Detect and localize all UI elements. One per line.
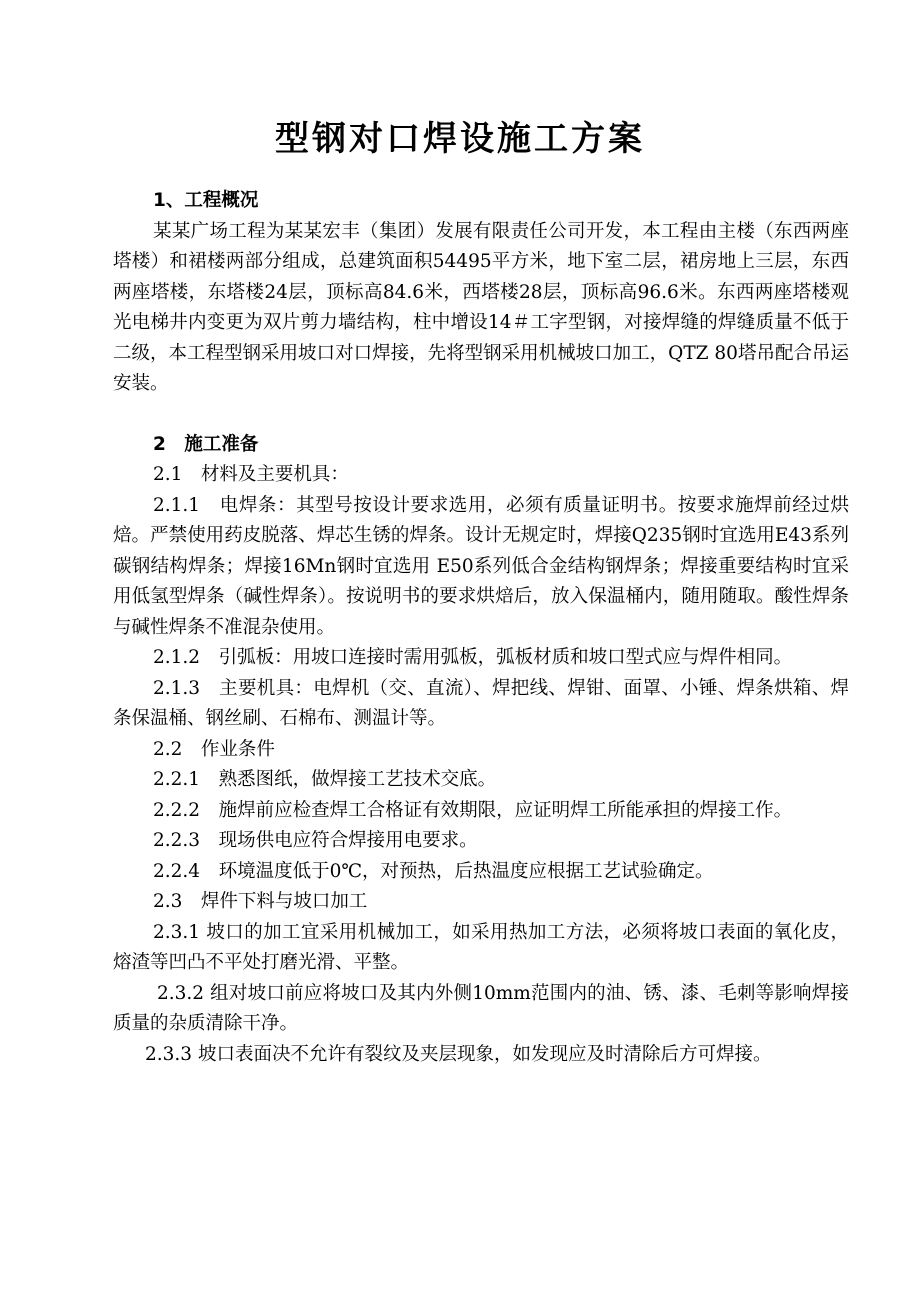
paragraph-2-3-2: 2.3.2 组对坡口前应将坡口及其内外侧10mm范围内的油、锈、漆、毛刺等影响焊接质量的杂质清除干净。 — [113, 982, 849, 1034]
overview-paragraph: 某某广场工程为某某宏丰（集团）发展有限责任公司开发，本工程由主楼（东西两座塔楼）和裙楼两部分组成，总建筑面积54495平方米，地下室二层，裙房地上三层，东西两座塔楼，东塔楼24层，顶标高84.6米，西塔楼28层，顶标高96.6米。东西两座塔楼观光电梯井内变更为双片剪力墙结构，柱中增设14＃工字型钢，对接焊缝的焊缝质量不低于二级，本工程型钢采用坡口对口焊接，先将型钢采用机械坡口加工，QTZ 80塔吊配合吊运安装。 — [113, 220, 849, 394]
subheading-cutting-and-bevel: 2.3 焊件下料与坡口加工 — [153, 891, 368, 912]
paragraph-2-1-2: 2.1.2 引弧板：用坡口连接时需用弧板，弧板材质和坡口型式应与焊件相同。 — [153, 647, 793, 668]
paragraph-2-3-1: 2.3.1 坡口的加工宜采用机械加工，如采用热加工方法，必须将坡口表面的氧化皮，熔渣等凹凸不平处打磨光滑、平整。 — [113, 921, 849, 973]
document-title: 型钢对口焊设施工方案 — [275, 119, 645, 159]
paragraph-2-1-3: 2.1.3 主要机具：电焊机（交、直流）、焊把线、焊钳、面罩、小锤、焊条烘箱、焊条保温桶、钢丝刷、石棉布、测温计等。 — [113, 677, 849, 729]
paragraph-2-2-1: 2.2.1 熟悉图纸，做焊接工艺技术交底。 — [153, 769, 497, 790]
section-gap — [113, 400, 849, 430]
paragraph-2-2-4: 2.2.4 环境温度低于0℃，对预热，后热温度应根据工艺试验确定。 — [153, 860, 714, 882]
paragraph-2-2-2: 2.2.2 施焊前应检查焊工合格证有效期限，应证明焊工所能承担的焊接工作。 — [153, 799, 793, 821]
paragraph-2-3-3: 2.3.3 坡口表面决不允许有裂纹及夹层现象，如发现应及时清除后方可焊接。 — [145, 1043, 772, 1065]
subheading-work-conditions: 2.2 作业条件 — [153, 738, 275, 760]
subheading-materials: 2.1 材料及主要机具： — [153, 464, 349, 485]
document-body — [113, 186, 849, 1070]
paragraph-2-2-3: 2.2.3 现场供电应符合焊接用电要求。 — [153, 830, 478, 851]
paragraph-2-1-1: 2.1.1 电焊条：其型号按设计要求选用，必须有质量证明书。按要求施焊前经过烘焙。严禁使用药皮脱落、焊芯生锈的焊条。设计无规定时，焊接Q235钢时宜选用E43系列碳钢结构焊条；焊接16Mn钢时宜选用 E50系列低合金结构钢焊条；焊接重要结构时宜采用低氢型焊条（碱性焊条）。按说明书的要求烘焙后，放入保温桶内，随用随取。酸性焊条与碱性焊条不准混杂使用。 — [113, 494, 849, 638]
section-heading-preparation: 2 施工准备 — [153, 433, 259, 455]
section-heading-overview: 1、工程概况 — [153, 190, 259, 211]
